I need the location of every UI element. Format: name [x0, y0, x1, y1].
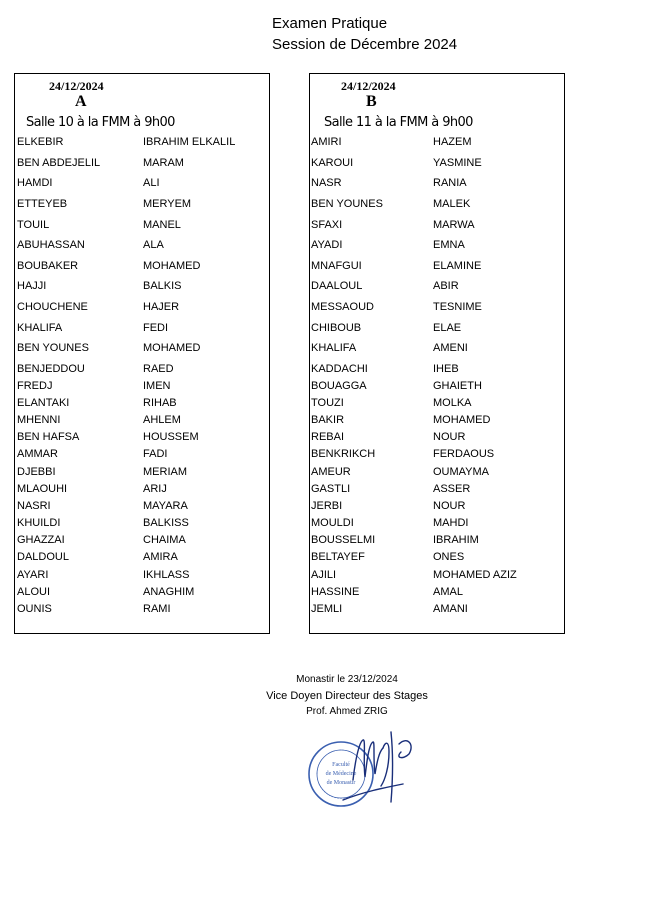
stamp-seal: [309, 742, 373, 806]
student-last-name: OUNIS: [17, 603, 52, 615]
student-last-name: BEN YOUNES: [17, 342, 89, 354]
student-first-name: GHAIETH: [433, 380, 482, 392]
student-first-name: HAZEM: [433, 136, 472, 148]
student-last-name: AMEUR: [311, 466, 351, 478]
student-last-name: BELTAYEF: [311, 551, 365, 563]
student-first-name: RAED: [143, 363, 174, 375]
group-b-date: 24/12/2024: [341, 79, 396, 93]
signature-place-date: Monastir le 23/12/2024: [296, 674, 398, 685]
student-last-name: NASRI: [17, 500, 51, 512]
student-first-name: MANEL: [143, 219, 181, 231]
student-last-name: DALDOUL: [17, 551, 69, 563]
student-last-name: SFAXI: [311, 219, 343, 231]
student-last-name: FREDJ: [17, 380, 53, 392]
student-first-name: IHEB: [433, 363, 459, 375]
student-first-name: TESNIME: [433, 301, 482, 313]
student-first-name: MARWA: [433, 219, 475, 231]
svg-text:de Monastir: de Monastir: [326, 780, 356, 786]
student-first-name: ONES: [433, 551, 465, 563]
student-last-name: HASSINE: [311, 586, 360, 598]
student-last-name: TOUZI: [311, 397, 344, 409]
student-last-name: CHIBOUB: [311, 322, 362, 334]
student-first-name: CHAIMA: [143, 534, 186, 546]
signature-role: Vice Doyen Directeur des Stages: [266, 690, 428, 702]
svg-text:Faculté: Faculté: [332, 762, 350, 768]
group-a-box: [14, 73, 270, 634]
student-last-name: BAKIR: [311, 414, 345, 426]
student-last-name: ALOUI: [17, 586, 51, 598]
student-first-name: RANIA: [433, 177, 467, 189]
student-last-name: JERBI: [311, 500, 343, 512]
handwritten-signature: [343, 732, 411, 802]
student-first-name: MARAM: [143, 157, 184, 169]
signature-name: Prof. Ahmed ZRIG: [306, 706, 388, 717]
document-session: Session de Décembre 2024: [272, 36, 458, 53]
student-first-name: IBRAHIM: [433, 534, 479, 546]
student-first-name: ARIJ: [143, 483, 167, 495]
student-last-name: REBAI: [311, 431, 345, 443]
student-last-name: MLAOUHI: [17, 483, 68, 495]
student-first-name: MOLKA: [433, 397, 472, 409]
student-first-name: FADI: [143, 448, 168, 460]
student-last-name: KHALIFA: [311, 342, 357, 354]
student-last-name: NASR: [311, 177, 342, 189]
student-last-name: KHALIFA: [17, 322, 63, 334]
student-last-name: KHUILDI: [17, 517, 61, 529]
student-last-name: ABUHASSAN: [17, 239, 85, 251]
official-stamp-signature: [303, 722, 443, 822]
student-last-name: MNAFGUI: [311, 260, 362, 272]
group-a-date: 24/12/2024: [49, 79, 104, 93]
student-first-name: YASMINE: [433, 157, 482, 169]
student-first-name: BALKISS: [143, 517, 189, 529]
student-first-name: HOUSSEM: [143, 431, 199, 443]
student-last-name: AYARI: [17, 569, 49, 581]
student-first-name: FEDI: [143, 322, 169, 334]
document-title: Examen Pratique: [272, 15, 388, 32]
student-first-name: MALEK: [433, 198, 471, 210]
group-a-room: Salle 10 à la FMM à 9h00: [26, 115, 175, 130]
student-first-name: IMEN: [143, 380, 171, 392]
student-last-name: HAMDI: [17, 177, 53, 189]
student-last-name: BOUSSELMI: [311, 534, 376, 546]
student-last-name: GHAZZAI: [17, 534, 65, 546]
student-last-name: BENKRIKCH: [311, 448, 376, 460]
student-last-name: JEMLI: [311, 603, 343, 615]
student-last-name: MOULDI: [311, 517, 354, 529]
student-last-name: BEN HAFSA: [17, 431, 80, 443]
student-first-name: AMENI: [433, 342, 468, 354]
student-first-name: AHLEM: [143, 414, 181, 426]
student-first-name: ALA: [143, 239, 164, 251]
student-first-name: MOHAMED: [433, 414, 491, 426]
student-last-name: BENJEDDOU: [17, 363, 85, 375]
student-first-name: ANAGHIM: [143, 586, 195, 598]
student-first-name: MOHAMED: [143, 260, 201, 272]
student-last-name: AMIRI: [311, 136, 342, 148]
student-first-name: MAYARA: [143, 500, 188, 512]
student-first-name: OUMAYMA: [433, 466, 490, 478]
student-first-name: RIHAB: [143, 397, 177, 409]
student-last-name: ELKEBIR: [17, 136, 64, 148]
student-last-name: AMMAR: [17, 448, 58, 460]
student-last-name: HAJJI: [17, 280, 47, 292]
student-first-name: RAMI: [143, 603, 171, 615]
student-first-name: IKHLASS: [143, 569, 190, 581]
student-first-name: NOUR: [433, 431, 466, 443]
student-last-name: BOUBAKER: [17, 260, 79, 272]
student-last-name: ELANTAKI: [17, 397, 70, 409]
group-b-student-list: [310, 74, 564, 633]
student-last-name: BOUAGGA: [311, 380, 367, 392]
student-first-name: IBRAHIM ELKALIL: [143, 136, 236, 148]
student-first-name: HAJER: [143, 301, 180, 313]
student-last-name: GASTLI: [311, 483, 351, 495]
student-last-name: AYADI: [311, 239, 343, 251]
student-first-name: FERDAOUS: [433, 448, 495, 460]
student-first-name: MOHAMED: [143, 342, 201, 354]
student-last-name: MESSAOUD: [311, 301, 374, 313]
student-first-name: AMIRA: [143, 551, 178, 563]
svg-text:de Médecine: de Médecine: [325, 771, 357, 777]
student-first-name: ALI: [143, 177, 160, 189]
group-a-letter: A: [75, 93, 87, 110]
student-first-name: EMNA: [433, 239, 465, 251]
student-first-name: ABIR: [433, 280, 459, 292]
student-last-name: BEN YOUNES: [311, 198, 383, 210]
student-last-name: DJEBBI: [17, 466, 56, 478]
student-last-name: KAROUI: [311, 157, 354, 169]
student-last-name: ETTEYEB: [17, 198, 68, 210]
student-last-name: BEN ABDEJELIL: [17, 157, 101, 169]
student-first-name: NOUR: [433, 500, 466, 512]
student-first-name: BALKIS: [143, 280, 182, 292]
group-b-box: [309, 73, 565, 634]
document-header: [272, 13, 457, 55]
student-first-name: ASSER: [433, 483, 471, 495]
student-first-name: MERYEM: [143, 198, 192, 210]
student-first-name: MAHDI: [433, 517, 469, 529]
student-first-name: ELAMINE: [433, 260, 482, 272]
student-first-name: MERIAM: [143, 466, 187, 478]
group-b-letter: B: [366, 93, 377, 110]
group-a-student-list: [15, 74, 269, 633]
student-last-name: AJILI: [311, 569, 337, 581]
student-last-name: CHOUCHENE: [17, 301, 88, 313]
student-last-name: KADDACHI: [311, 363, 368, 375]
student-last-name: MHENNI: [17, 414, 61, 426]
student-first-name: AMAL: [433, 586, 463, 598]
student-first-name: MOHAMED AZIZ: [433, 569, 517, 581]
group-b-room: Salle 11 à la FMM à 9h00: [324, 115, 473, 130]
student-first-name: AMANI: [433, 603, 468, 615]
student-first-name: ELAE: [433, 322, 462, 334]
student-last-name: DAALOUL: [311, 280, 363, 292]
student-last-name: TOUIL: [17, 219, 50, 231]
